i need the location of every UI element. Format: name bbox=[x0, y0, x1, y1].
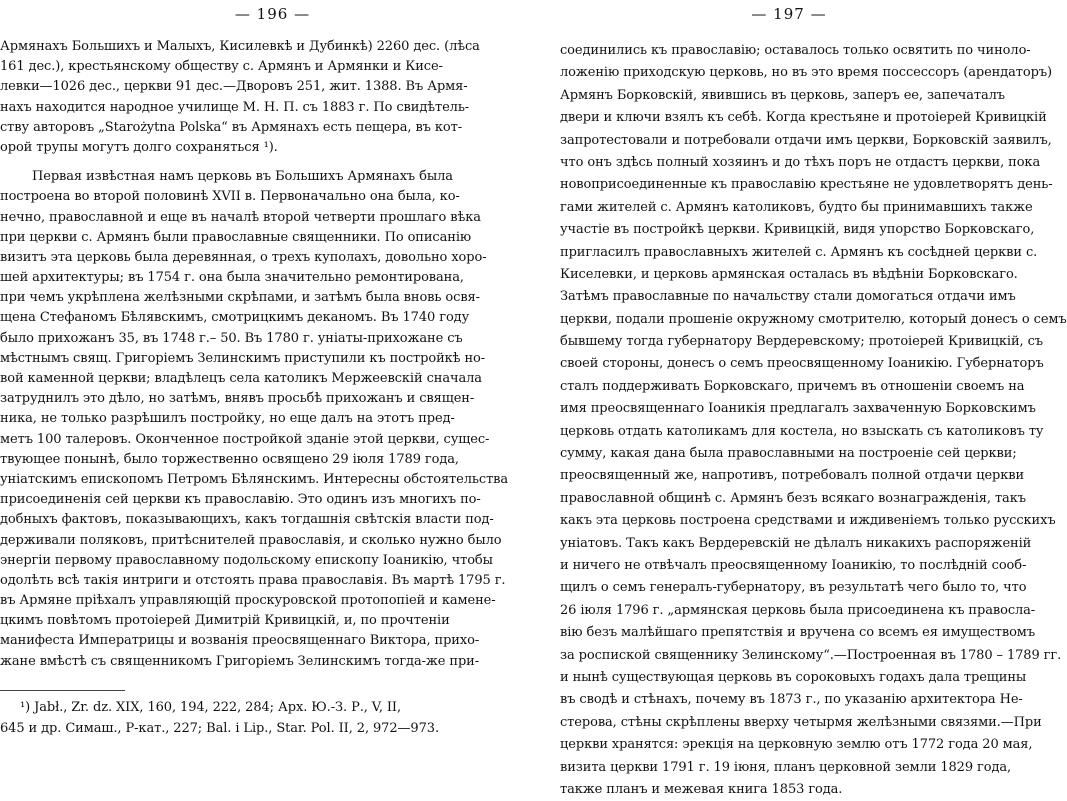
footnote-rule bbox=[0, 690, 125, 691]
text-line: левки—1026 дес., церкви 91 дес.—Дворовъ 251, жит. 1388. Въ Армя- bbox=[0, 79, 468, 95]
text-body bbox=[0, 37, 509, 672]
text-line: Первая извѣстная намъ церковь въ Большихъ Армянахъ была bbox=[32, 169, 453, 185]
text-line: уніатовъ. Такъ какъ Вердеревскій не дѣлалъ никакихъ распоряженій bbox=[560, 535, 1032, 551]
text-line: щена Стефаномъ Бѣлявскимъ, смотрицкимъ деканомъ. Въ 1740 году bbox=[0, 310, 470, 326]
text-line: вію безъ малѣйшаго препятствія и вручена со всемъ ея имуществомъ bbox=[560, 625, 1035, 641]
text-line: имя преосвященнаго Іоаникія предлагалъ захваченную Борковскимъ bbox=[560, 401, 1036, 417]
text-line: шей архитектуры; въ 1754 г. она была значительно ремонтирована, bbox=[0, 270, 464, 286]
left-page bbox=[0, 0, 509, 740]
text-line: бывшему тогда губернатору Вердеревскому; протоіерей Кривицкій, съ bbox=[560, 334, 1043, 350]
right-page bbox=[560, 0, 1067, 797]
text-line: въ Армяне пріѣхалъ управляющій проскуровской протопопіей и камене- bbox=[0, 593, 496, 609]
text-line: двери и ключи взялъ къ себѣ. Когда крестьяне и протоіерей Кривицкій bbox=[560, 110, 1047, 126]
text-line: пригласилъ православныхъ жителей с. Армянъ къ сосѣдней церкви с. bbox=[560, 244, 1038, 260]
text-line: построена во второй половинѣ XVII в. Первоначально она была, ко- bbox=[0, 189, 460, 205]
text-line: одолѣть всѣ такія интриги и отстоять права православія. Въ мартѣ 1795 г. bbox=[0, 572, 506, 588]
text-line: затруднилъ это дѣло, но затѣмъ, внявъ просьбѣ прихожанъ и священ- bbox=[0, 391, 475, 407]
text-line: новоприсоединенные къ православію крестьяне не удовлетворятъ день- bbox=[560, 177, 1053, 193]
text-line: метъ 100 талеровъ. Оконченное постройкой зданіе этой церкви, сущес- bbox=[0, 431, 490, 447]
text-line: вой каменной церкви; владѣлецъ села католикъ Мержеевскій сначала bbox=[0, 371, 482, 386]
text-line: ника, не только разрѣшилъ постройку, но еще далъ на этотъ пред- bbox=[0, 411, 455, 427]
text-line: Армянахъ Большихъ и Малыхъ, Кисилевкѣ и Дубинкѣ) 2260 дес. (лѣса bbox=[0, 39, 480, 54]
text-line: добныхъ фактовъ, показывающихъ, какъ тогдашнія свѣтскія власти под- bbox=[0, 512, 494, 528]
text-line: преосвященный же, напротивъ, потребовалъ полной отдачи церкви bbox=[560, 468, 1025, 484]
text-line: Армянъ Борковскій, явившись въ церковь, заперъ ее, запечаталъ bbox=[560, 87, 1005, 103]
text-line: уніатскимъ епископомъ Петромъ Бѣлянскимъ. Интересны обстоятельства bbox=[0, 471, 509, 487]
text-line: цкимъ повѣтомъ протоіерей Димитрій Кривицкій, и, по прочтеніи bbox=[0, 613, 450, 629]
text-line: что онъ здѣсь полный хозяинъ и до тѣхъ поръ не отдастъ церкви, пока bbox=[560, 154, 1041, 170]
text-line: православной общинѣ с. Армянъ безъ всякаго вознагражденія, такъ bbox=[560, 490, 1026, 506]
text-body bbox=[560, 40, 1067, 801]
text-line: жане вмѣстѣ съ священникомъ Григоріемъ Зелинскимъ тогда-же при- bbox=[0, 653, 480, 669]
text-line: ложенію приходскую церковь, но въ это время поссессоръ (арендаторъ) bbox=[560, 65, 1052, 81]
text-line: визитъ эта церковь была деревянная, о трехъ куполахъ, довольно хоро- bbox=[0, 249, 487, 265]
text-line: соединились къ православію; оставалось только освятить по чиноло- bbox=[560, 43, 1031, 58]
text-line: энергіи первому православному подольскому епископу Іоаникію, чтобы bbox=[0, 552, 493, 568]
page-number: — 196 — bbox=[234, 5, 311, 23]
text-line: за роспиской священнику Зелинскому“.—Построенная въ 1780 – 1789 гг. bbox=[560, 647, 1062, 663]
text-line: и ничего не отвѣчалъ преосвященному Іоаникію, то послѣдній сооб- bbox=[560, 557, 1027, 573]
text-line: какъ эта церковь построена средствами и иждивеніемъ только русскихъ bbox=[560, 513, 1056, 529]
text-line: щилъ о семъ генералъ-губернатору, въ результатѣ чего было то, что bbox=[560, 580, 1027, 596]
text-line: Затѣмъ православные по начальству стали домогаться отдачи имъ bbox=[560, 289, 1016, 305]
text-line: 26 іюля 1796 г. „армянская церковь была присоединена къ правосла- bbox=[560, 602, 1036, 618]
page-number: — 197 — bbox=[751, 5, 827, 23]
text-line: орой трупы могутъ долго сохраняться ¹). bbox=[0, 139, 278, 155]
text-line: ¹) Jabł., Zr. dz. XIX, 160, 194, 222, 284; Арх. Ю.-З. Р., V, II, bbox=[20, 700, 401, 715]
text-line: и нынѣ существующая церковь въ сороковыхъ годахъ дала трещины bbox=[560, 669, 1027, 685]
text-line: своей стороны, донесъ о семъ преосвященному Іоаникію. Губернаторъ bbox=[560, 356, 1044, 372]
text-line: было прихожанъ 35, въ 1748 г.– 50. Въ 1780 г. уніаты-прихожане съ bbox=[0, 330, 463, 346]
text-line: стерова, стѣны скрѣплены вверху четырмя желѣзными связями.—При bbox=[560, 714, 1042, 730]
text-line: нечно, православной и еще въ началѣ второй четверти прошлаго вѣка bbox=[0, 209, 481, 225]
text-line: Киселевки, и церковь армянская осталась въ вѣдѣніи Борковскаго. bbox=[560, 266, 1018, 282]
text-line: присоединенія сей церкви къ православію. Это одинъ изъ многихъ по- bbox=[0, 492, 481, 508]
text-line: при чемъ укрѣплена желѣзными скрѣпами, и затѣмъ была вновь освя- bbox=[0, 290, 480, 306]
text-line: церковь отдать католикамъ для костела, но взыскать съ католиковъ ту bbox=[560, 423, 1044, 439]
text-line: гами жителей с. Армянъ католиковъ, будто бы принимавшихъ также bbox=[560, 199, 1033, 215]
text-line: въ сводѣ и стѣнахъ, почему въ 1873 г., по указанію архитектора Не- bbox=[560, 692, 1023, 708]
text-line: запротестовали и потребовали отдачи имъ церкви, Борковскій заявилъ, bbox=[560, 132, 1052, 148]
text-line: участіе въ постройкѣ церкви. Кривицкій, видя упорство Борковскаго, bbox=[560, 222, 1035, 238]
text-line: твующее понынѣ, было торжественно освящено 29 іюля 1789 года, bbox=[0, 451, 459, 467]
text-line: 161 дес.), крестьянскому обществу с. Армянъ и Армянки и Кисе- bbox=[0, 59, 443, 75]
text-line: сумму, какая дана была православными на построеніе сей церкви; bbox=[560, 446, 1017, 462]
text-line: держивали поляковъ, притѣснителей православія, и сколько нужно было bbox=[0, 532, 502, 548]
text-line: манифеста Императрицы и возванія преосвященнаго Виктора, прихо- bbox=[0, 633, 480, 649]
text-line: также планъ и межевая книга 1853 года. bbox=[560, 781, 843, 797]
text-line: нахъ находится народное училище М. Н. П. съ 1883 г. По свидѣтель- bbox=[0, 99, 470, 115]
text-line: при церкви с. Армянъ были православные священники. По описанію bbox=[0, 229, 472, 245]
text-line: сталъ поддерживать Борковскаго, причемъ въ отношеніи своемъ на bbox=[560, 378, 1025, 394]
text-line: церкви хранятся: эрекція на церковную землю отъ 1772 года 20 мая, bbox=[560, 737, 1033, 753]
footnote bbox=[0, 697, 505, 739]
text-line: ству авторовъ „Starożytna Polska“ въ Армянахъ есть пещера, въ кот- bbox=[0, 119, 463, 135]
text-line: церкви, подали прошеніе окружному смотрителю, который донесъ о семъ bbox=[560, 311, 1067, 327]
text-line: визита церкви 1791 г. 19 іюня, планъ церковной земли 1829 года, bbox=[560, 759, 1012, 775]
text-line: мѣстнымъ свящ. Григоріемъ Зелинскимъ приступили къ постройкѣ но- bbox=[0, 350, 486, 366]
text-line: 645 и др. Симаш., Р-кат., 227; Bal. i Lip., Star. Pol. II, 2, 972—973. bbox=[0, 721, 439, 736]
